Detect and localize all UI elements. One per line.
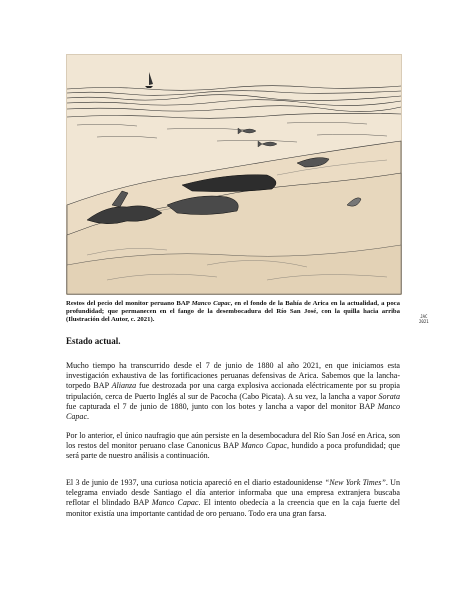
author-signature: JAC 2021 xyxy=(419,314,429,324)
shipwreck-drawing xyxy=(67,55,401,294)
section-heading: Estado actual. xyxy=(66,336,121,346)
paragraph-2: Por lo anterior, el único naufragio que aún persiste en la desembocadura del Río San José en Arica, son los restos del monitor peruano clase Canonicus BAP Manco Capac, hundido a poca profundidad; que será parte de nuestro análisis a continuación. xyxy=(66,431,400,461)
paragraph-1: Mucho tiempo ha transcurrido desde el 7 de junio de 1880 al año 2021, en que iniciamos esta investigación exhaustiva de las fortificaciones peruanas defensivas de Arica. Sabemos que la lancha-torpedo BAP Alianza fue destrozada por una carga explosiva accionada eléctricamente por su propia tripulación, cerca de Puerto Inglés al sur de Pacocha (Cabo Picata). A su vez, la lancha a vapor Sorata fue capturada el 7 de junio de 1880, junto con los botes y lancha a vapor del monitor BAP Manco Capac. xyxy=(66,361,400,422)
paragraph-3: El 3 de junio de 1937, una curiosa noticia apareció en el diario estadounidense “New York Times”. Un telegrama enviado desde Santiago el día anterior informaba que una empresa extranjera buscaba reflotar el blindado BAP Manco Capac. El intento obedecía a la creencia que en la caja fuerte del monitor existía una importante cantidad de oro peruano. Todo era una gran farsa. xyxy=(66,478,401,518)
figure-caption: Restos del pecio del monitor peruano BAP Manco Capac, en el fondo de la Bahía de Arica en la actualidad, a poca profundidad; que permanecen en el fango de la desembocadura del Río San José, con la quilla hacia arriba (Ilustración del Autor, c. 2021). xyxy=(66,300,400,324)
